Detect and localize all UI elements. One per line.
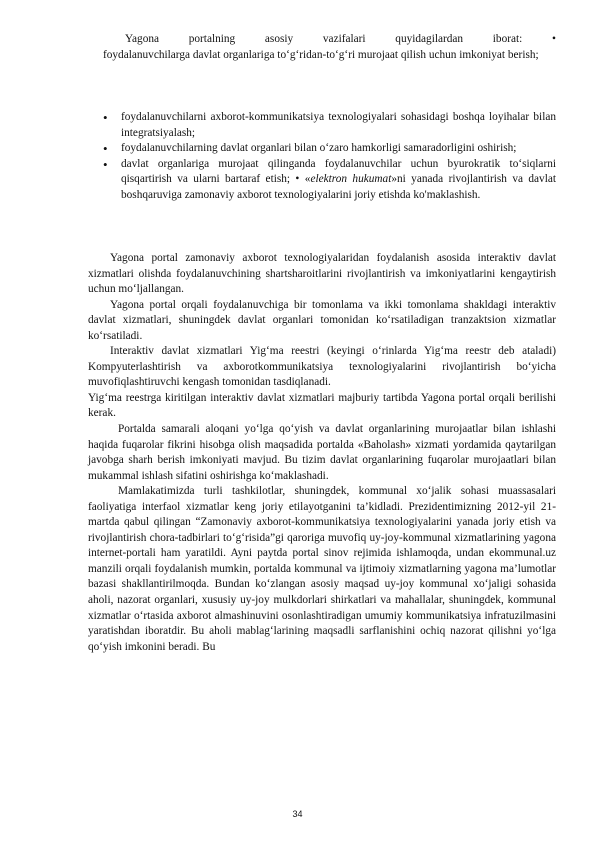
list-item-text: »ni yanada rivojlantirish va davlat boshqaruviga zamonaviy axborot texnologiyalarini joriy etishda ko'maklashish. xyxy=(121,173,556,201)
list-item: • foydalanuvchilarning davlat organlari bilan o‘zaro hamkorligi samaradorligini oshirish; xyxy=(103,141,556,157)
paragraph-yigma-reestr: Interaktiv davlat xizmatlari Yig‘ma reestri (keyingi o‘rinlarda Yig‘ma reestr deb ataladi) Kompyuterlashtirish va axborotkommunikatsiya texnologiyalarini rivojlantirish bo‘yicha muvofiqlashtiruvchi kengash tomonidan tasdiqlanadi. xyxy=(88,345,556,389)
paragraph-yigma-reestr-obligation: Yig‘ma reestrga kiritilgan interaktiv davlat xizmatlari majburiy tartibda Yagona portal orqali berilishi kerak. xyxy=(88,391,556,420)
bullet-list xyxy=(103,110,556,203)
intro-second-line: foydalanuvchilarga davlat organlariga to‘g‘ridan-to‘g‘ri murojaat qilish uchun imkoniyat berish; xyxy=(103,48,539,61)
page-number: 34 xyxy=(292,809,303,819)
italic-term: elektron hukumat xyxy=(310,173,392,186)
intro-paragraph xyxy=(103,32,556,63)
list-item: • foydalanuvchilarni axborot-kommunikatsiya texnologiyalari sohasidagi boshqa loyihalar bilan integratsiyalash; xyxy=(103,110,556,141)
list-item-text: davlat organlariga murojaat qilinganda foydalanuvchilar uchun byurokratik to‘siqlarni qisqartirish va ularni bartaraf etish; • « xyxy=(121,157,556,186)
list-item xyxy=(103,157,556,204)
paragraph-yagona-portal-purpose: Yagona portal zamonaviy axborot texnologiyalaridan foydalanish asosida interaktiv davlat xizmatlari olishda foydalanuvchining shartsharoitlarini rivojlantirish va imkoniyatlarini kengaytirish uchun mo‘ljallangan. xyxy=(88,252,556,296)
intro-first-line: Yagona portalning asosiy vazifalari quyidagilardan iborat: • xyxy=(125,33,556,45)
paragraph-baholash-service: Portalda samarali aloqani yo‘lga qo‘yish va davlat organlarining murojaatlar bilan ishlashi haqida fuqarolar fikrini hisobga olish maqsadida portalda «Baholash» xizmati yordamida qaytarilgan javobga sharh berish imkoniyati mavjud. Bu tizim davlat organlarining fuqarolar murojaatlari bilan mukammal ishlash sifatini oshirishga ko‘maklashadi. xyxy=(88,423,556,482)
paragraph-yagona-portal-services: Yagona portal orqali foydalanuvchiga bir tomonlama va ikki tomonlama shakldagi interaktiv davlat xizmatlari, shuningdek davlat organlari tomonidan ko‘rsatiladigan tranzaktsion xizmatlar ko‘rsatiladi. xyxy=(88,298,556,342)
body-paragraph xyxy=(88,251,556,655)
paragraph-communal-portal: Mamlakatimizda turli tashkilotlar, shuningdek, kommunal xo‘jalik sohasi muassasalari faoliyatiga interfaol xizmatlar keng joriy etilayotganini ta’kidladi. Prezidentimizning 2012-yil 21-martda qabul qilingan “Zamonaviy axborot-kommunikatsiya texnologiyalarini yanada joriy etish va rivojlantirish chora-tadbirlari to‘g‘risida”gi qaroriga muvofiq uy-joy-kommunal xizmatlarining yagona internet-portali ham yaratildi. Ayni paytda portal sinov rejimida ishlamoqda, undan ekommunal.uz manzili orqali foydalanish mumkin, portalda kommunal va ijtimoiy xizmatlarning yagona ma’lumotlar bazasi shakllantirilmoqda. Bundan ko‘zlangan asosiy maqsad uy-joy kommunal xo‘jaligi sohasida aholi, nazorat organlari, xususiy uy-joy mulkdorlari shirkatlari va mahallalar, shuningdek, kommunal xizmatlar o‘rtasida axborot almashinuvini osonlashtiradigan umumiy kommunikatsiya infratuzilmasini yaratishdan iboratdir. Bu aholi mablag‘larining maqsadli sarflanishini ochiq nazorat qilishni yo‘lga qo‘yish imkonini beradi. Bu xyxy=(88,485,556,653)
